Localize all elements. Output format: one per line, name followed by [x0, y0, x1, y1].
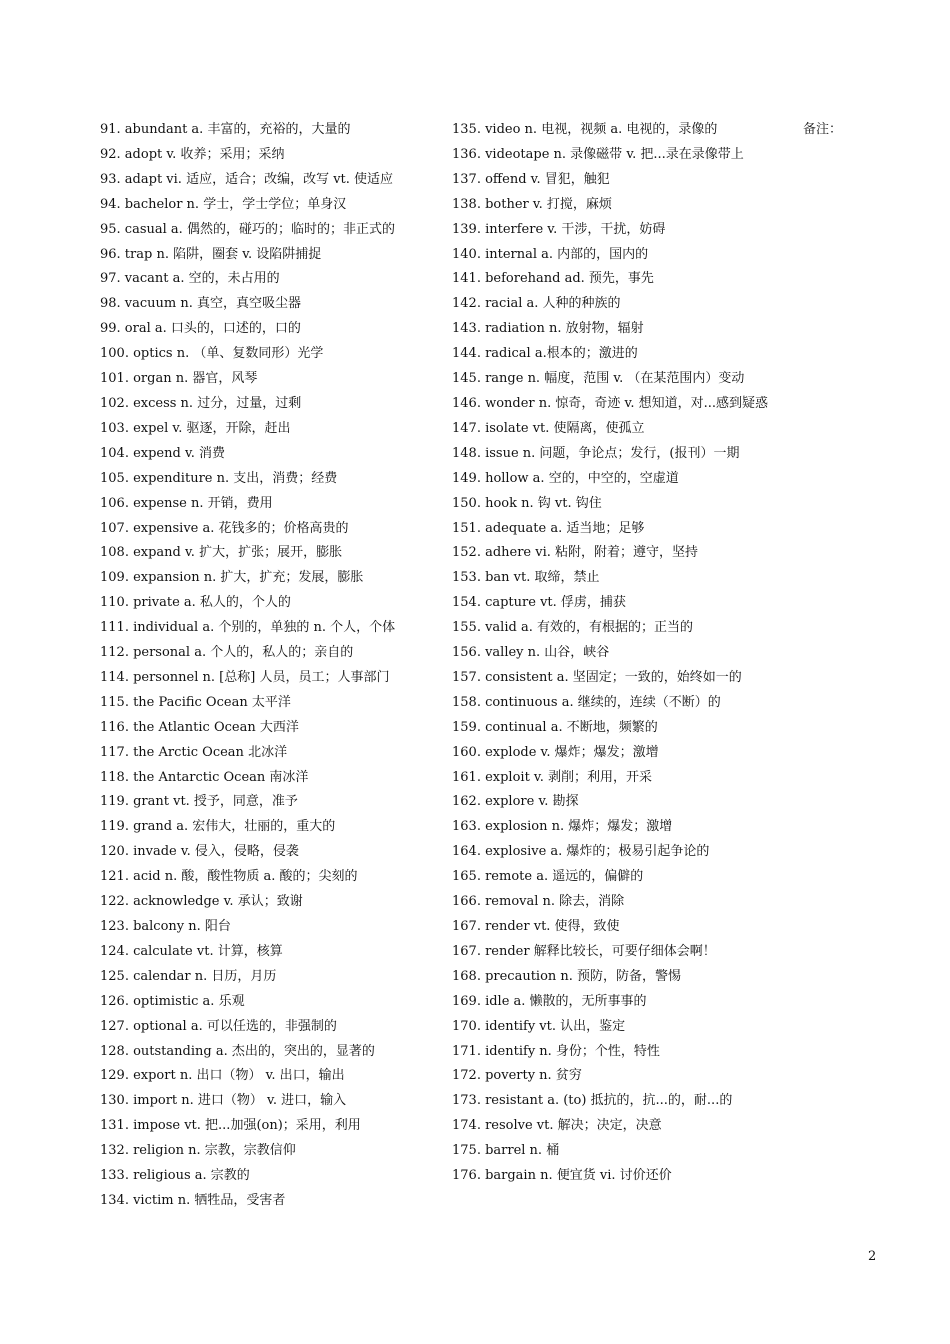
- vocab-entry: 117. the Arctic Ocean 北冰洋: [100, 744, 288, 760]
- vocab-entry: 97. vacant a. 空的，未占用的: [100, 271, 280, 287]
- left-column: [100, 118, 430, 1214]
- vocab-entry: 91. abundant a. 丰富的，充裕的，大量的: [100, 122, 351, 137]
- vocab-entry: 168. precaution n. 预防，防备，警惕: [452, 968, 682, 984]
- vocab-entry: 96. trap n. 陷阱，圈套 v. 设陷阱捕捉: [100, 246, 322, 262]
- right-column: [452, 118, 782, 1189]
- vocab-entry: 110. private a. 私人的，个人的: [100, 595, 291, 611]
- vocab-entry: 107. expensive a. 花钱多的；价格高贵的: [100, 520, 349, 536]
- vocab-entry: 125. calendar n. 日历，月历: [100, 968, 277, 984]
- vocab-entry: 162. explore v. 勘探: [452, 794, 579, 810]
- vocab-entry: 169. idle a. 懒散的，无所事事的: [452, 993, 647, 1009]
- vocab-entry: 138. bother v. 打搅，麻烦: [452, 196, 612, 212]
- vocab-entry: 143. radiation n. 放射物，辐射: [452, 321, 644, 337]
- vocab-entry: 176. bargain n. 便宜货 vi. 讨价还价: [452, 1168, 672, 1184]
- vocab-entry: 174. resolve vt. 解决；决定，决意: [452, 1118, 662, 1134]
- vocab-entry: 116. the Atlantic Ocean 大西洋: [100, 719, 299, 735]
- vocab-entry: 173. resistant a. (to) 抵抗的，抗...的，耐...的: [452, 1093, 733, 1109]
- vocab-entry: 167. render vt. 使得，致使: [452, 919, 620, 934]
- vocab-entry: 103. expel v. 驱逐，开除，赶出: [100, 420, 291, 436]
- vocab-entry: 155. valid a. 有效的，有根据的；正当的: [452, 620, 693, 636]
- vocab-entry: 94. bachelor n. 学士，学士学位；单身汉: [100, 196, 347, 212]
- vocab-entry: 95. casual a. 偶然的，碰巧的；临时的；非正式的: [100, 221, 395, 237]
- vocab-entry: 158. continuous a. 继续的，连续（不断）的: [452, 694, 721, 710]
- vocab-entry: 149. hollow a. 空的，中空的，空虚道: [452, 470, 679, 486]
- vocab-entry: 166. removal n. 除去，消除: [452, 894, 625, 910]
- vocab-entry: 148. issue n. 问题，争论点；发行，(报刊）一期: [452, 445, 740, 461]
- vocab-entry: 123. balcony n. 阳台: [100, 919, 231, 934]
- vocab-entry: 118. the Antarctic Ocean 南冰洋: [100, 769, 309, 785]
- vocab-entry: 142. racial a. 人种的种族的: [452, 296, 621, 312]
- vocab-entry: 128. outstanding a. 杰出的，突出的，显著的: [100, 1043, 375, 1059]
- vocab-entry: 98. vacuum n. 真空，真空吸尘器: [100, 296, 302, 312]
- vocab-entry: 165. remote a. 遥远的，偏僻的: [452, 869, 644, 885]
- vocab-entry: 150. hook n. 钩 vt. 钩住: [452, 495, 602, 511]
- vocab-entry: 137. offend v. 冒犯，触犯: [452, 171, 610, 187]
- vocab-entry: 100. optics n. （单、复数同形）光学: [100, 346, 324, 362]
- vocab-entry: 108. expand v. 扩大，扩张；展开，膨胀: [100, 545, 343, 561]
- vocab-entry: 152. adhere vi. 粘附，附着；遵守，坚持: [452, 545, 699, 561]
- vocab-entry: 136. videotape n. 录像磁带 v. 把...录在录像带上: [452, 146, 744, 162]
- vocab-entry: 132. religion n. 宗教，宗教信仰: [100, 1143, 296, 1159]
- vocab-entry: 124. calculate vt. 计算，核算: [100, 943, 283, 959]
- vocab-entry: 109. expansion n. 扩大，扩充；发展，膨胀: [100, 570, 364, 586]
- vocab-entry: 153. ban vt. 取缔，禁止: [452, 570, 600, 586]
- note-label: 备注：: [803, 122, 843, 137]
- vocab-entry: 102. excess n. 过分，过量，过剩: [100, 395, 302, 411]
- vocab-entry: 163. explosion n. 爆炸；爆发；激增: [452, 819, 673, 835]
- vocab-entry: 106. expense n. 开销，费用: [100, 495, 273, 511]
- page-number: 2: [868, 1249, 877, 1264]
- vocab-entry: 121. acid n. 酸，酸性物质 a. 酸的；尖刻的: [100, 869, 358, 885]
- vocab-entry: 144. radical a.根本的；激进的: [452, 346, 638, 362]
- vocab-entry: 127. optional a. 可以任选的，非强制的: [100, 1018, 337, 1034]
- vocab-entry: 157. consistent a. 坚固定；一致的，始终如一的: [452, 669, 742, 685]
- vocab-entry: 105. expenditure n. 支出，消费；经费: [100, 470, 338, 486]
- vocab-entry: 129. export n. 出口（物） v. 出口，输出: [100, 1068, 345, 1084]
- vocab-entry: 120. invade v. 侵入，侵略，侵袭: [100, 844, 299, 860]
- vocab-entry: 147. isolate vt. 使隔离，使孤立: [452, 420, 645, 436]
- vocab-entry: 114. personnel n. [总称] 人员，员工；人事部门: [100, 669, 390, 685]
- vocab-entry: 135. video n. 电视，视频 a. 电视的，录像的: [452, 122, 718, 137]
- vocab-entry: 134. victim n. 牺牲品，受害者: [100, 1192, 286, 1208]
- vocab-entry: 160. explode v. 爆炸；爆发；激增: [452, 744, 659, 760]
- vocab-entry: 140. internal a. 内部的，国内的: [452, 246, 649, 262]
- vocab-entry: 93. adapt vi. 适应，适合；改编，改写 vt. 使适应: [100, 171, 394, 187]
- vocab-entry: 119. grant vt. 授予，同意，准予: [100, 794, 298, 810]
- vocab-entry: 119. grand a. 宏伟大，壮丽的，重大的: [100, 819, 336, 835]
- vocab-entry: 122. acknowledge v. 承认；致谢: [100, 894, 303, 910]
- vocab-entry: 156. valley n. 山谷，峡谷: [452, 645, 610, 661]
- vocab-entry: 139. interfere v. 干涉，干扰，妨碍: [452, 221, 666, 237]
- vocab-entry: 131. impose vt. 把...加强(on)；采用，利用: [100, 1118, 361, 1134]
- vocab-entry: 171. identify n. 身份；个性，特性: [452, 1043, 660, 1059]
- vocab-entry: 141. beforehand ad. 预先，事先: [452, 271, 654, 287]
- vocab-entry: 145. range n. 幅度，范围 v. （在某范围内）变动: [452, 371, 745, 387]
- vocab-entry: 154. capture vt. 俘虏，捕获: [452, 595, 626, 611]
- vocab-entry: 172. poverty n. 贫穷: [452, 1068, 582, 1084]
- vocab-entry: 112. personal a. 个人的，私人的；亲自的: [100, 645, 354, 661]
- vocab-entry: 92. adopt v. 收养；采用；采纳: [100, 146, 285, 162]
- vocab-entry: 151. adequate a. 适当地；足够: [452, 520, 645, 536]
- vocab-entry: 146. wonder n. 惊奇，奇迹 v. 想知道，对...感到疑惑: [452, 395, 768, 411]
- vocab-entry: 111. individual a. 个别的，单独的 n. 个人，个体: [100, 620, 396, 636]
- vocab-entry: 115. the Pacific Ocean 太平洋: [100, 694, 291, 710]
- vocab-entry: 130. import n. 进口（物） v. 进口，输入: [100, 1093, 347, 1109]
- vocab-entry: 99. oral a. 口头的，口述的，口的: [100, 321, 301, 337]
- vocab-entry: 175. barrel n. 桶: [452, 1143, 560, 1159]
- vocab-entry: 133. religious a. 宗教的: [100, 1168, 250, 1184]
- vocab-entry: 167. render 解释比较长，可要仔细体会啊！: [452, 943, 716, 959]
- vocab-entry: 159. continual a. 不断地，频繁的: [452, 719, 658, 735]
- vocab-entry: 170. identify vt. 认出，鉴定: [452, 1018, 626, 1034]
- vocab-entry: 126. optimistic a. 乐观: [100, 993, 245, 1009]
- vocab-entry: 161. exploit v. 剥削；利用，开采: [452, 769, 652, 785]
- vocab-entry: 104. expend v. 消费: [100, 445, 226, 461]
- vocab-entry: 101. organ n. 器官，风琴: [100, 371, 258, 387]
- vocab-entry: 164. explosive a. 爆炸的；极易引起争论的: [452, 844, 710, 860]
